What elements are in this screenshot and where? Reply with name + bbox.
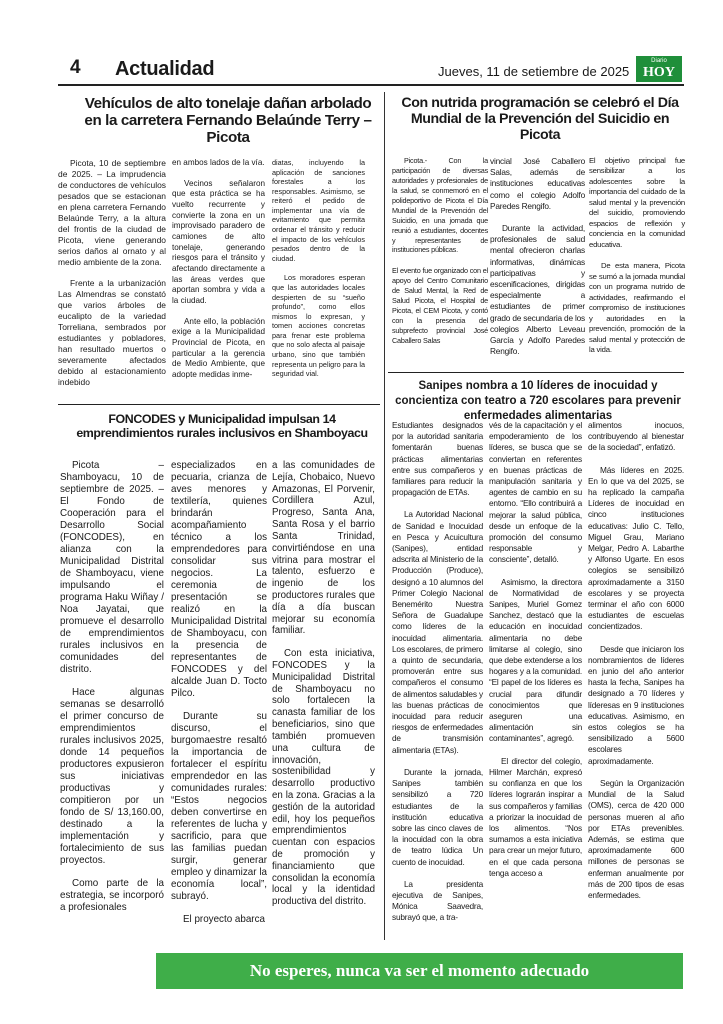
article4-paragraph: Durante la jornada, Sanipes también sensibilizó a 720 estudiantes de la institución educativa sobre las cinco claves de la inocuidad con la obra de teatro lúdica Un cuento de inocuidad. [392, 766, 483, 867]
article4-title: Sanipes nombra a 10 líderes de inocuidad y concientiza con teatro a 720 escolares para prevenir enfermedades alimentarias [395, 380, 681, 422]
article1-paragraph: en ambos lados de la vía. [172, 158, 265, 167]
article2-paragraph: Durante la actividad, profesionales de salud mental ofrecieron charlas informativas, dinámicas participativas y escenificaciones, dirigidas especialmente a estudiantes de primer grado de secundaria de los colegios Alberto Leveau García y Adolfo Paredes Rengifo. [490, 223, 585, 357]
article2-title: Con nutrida programación se celebró el Día Mundial de la Prevención del Suicidio en Picota [401, 95, 679, 144]
footer-banner: No esperes, nunca va ser el momento adecuado [156, 953, 683, 989]
article2-paragraph: vincial José Caballero Salas, además de instituciones educativas como el colegio Adolfo Paredes Rengifo. [490, 156, 585, 211]
article3-paragraph: especializados en pecuaria, crianza de aves menores y textilería, quienes brindarán acompañamiento técnico a los emprendedores para consolidar sus negocios. La ceremonia de presentación se realizó en la Municipalidad Distrital de Shamboyacu, con la presencia de representantes de FONCODES y del alcalde Juan D. Tocto Pilco. [171, 460, 267, 699]
article-divider [58, 404, 380, 405]
article2-paragraph: El evento fue organizado con el apoyo del Centro Comunitario de Salud Mental, la Red de Salud Picota, el Hospital de Picota, el CEM Picota, y contó con la presencia del subprefecto provincial José Caballero Salas [392, 266, 488, 345]
article4-paragraph: Estudiantes designados por la autoridad sanitaria fomentarán buenas prácticas alimentarias entre sus compañeros y familiares para reducir la propagación de ETAs. [392, 420, 483, 498]
article3-column-3 [272, 460, 375, 919]
article4-paragraph: La presidenta ejecutiva de Sanipes, Mónica Saavedra, subrayó que, a tra- [392, 878, 483, 923]
article1-column-2 [172, 158, 265, 390]
article1-title: Vehículos de alto tonelaje dañan arbolado en la carretera Fernando Belaúnde Terry – Picota [84, 95, 372, 147]
newspaper-logo [636, 56, 682, 82]
header-rule [58, 84, 684, 86]
article4-paragraph: alimentos inocuos, contribuyendo al bienestar de la sociedad”, enfatizó. [588, 420, 684, 453]
article1-paragraph: Vecinos señalaron que esta práctica se ha vuelto recurrente y convierte la zona en un improvisado paradero de camiones de alto tonelaje, generando riesgos para el tránsito y afectando directamente a las áreas verdes que aportan sombra y vida a la ciudad. [172, 178, 265, 305]
article1-paragraph: Los moradores esperan que las autoridades locales despierten de su “sueño profundo”, como ellos mismos lo expresan, y tomen acciones concretas para frenar este problema que no solo afecta al paisaje urbano, sino que también representa un peligro para la seguridad vial. [272, 273, 365, 379]
column-divider [384, 372, 385, 940]
article4-column-1 [392, 420, 483, 935]
article1-paragraph: Ante ello, la población exige a la Municipalidad Provincial de Picota, en particular a la gerencia de Medio Ambiente, que adopte medidas inme- [172, 316, 265, 379]
article3-column-1 [60, 460, 164, 925]
article2-column-3 [589, 156, 685, 367]
article1-paragraph: diatas, incluyendo la aplicación de sanciones forestales a los responsables. Asimismo, se reiteró el pedido de implementar una vía de evitamiento que permita ordenar el tránsito y reducir el impacto de los vehículos pesados dentro de la ciudad. [272, 158, 365, 263]
article4-column-2 [489, 420, 582, 890]
article2-paragraph: De esta manera, Picota se sumó a la jornada mundial con un programa nutrido de actividades, reafirmando el compromiso de instituciones y autoridades en la prevención, promoción de la salud mental y protección de la vida. [589, 261, 685, 355]
article4-column-3 [588, 420, 684, 912]
article3-paragraph: a las comunidades de Lejía, Chobaico, Nuevo Amazonas, El Porvenir, Cordillera Azul, Progreso, Santa Ana, Santa Rosa y el barrio Santa Trinidad, convirtiéndose en una vitrina para mostrar el talento, esfuerzo e ingenio de los productores rurales que día a día buscan mejorar su economía familiar. [272, 460, 375, 637]
article3-paragraph: Hace algunas semanas se desarrolló el primer concurso de emprendimientos rurales inclusivos 2025, donde 14 pequeños productores expusieron sus iniciativas productivas y compitieron por un fondo de S/ 13,160.00, destinado a la implementación y fortalecimiento de sus proyectos. [60, 687, 164, 866]
article1-paragraph: Picota, 10 de septiembre de 2025. – La imprudencia de conductores de vehículos pesados que se estacionan en plena carretera Fernando Belaúnde Terry, a la altura del frontis de la ciudad de Picota, viene generando serios daños al ornato y al medio ambiente de la zona. [58, 158, 166, 268]
logo-small-text: Diario [651, 58, 667, 64]
article3-paragraph: Con esta iniciativa, FONCODES y la Municipalidad Distrital de Shamboyacu no solo fortalecen la canasta familiar de los beneficiarios, sino que también promueven una cultura de innovación, sostenibilidad y desarrollo productivo en la zona. Gracias a la gestión de la autoridad edil, hoy los pequeños emprendimientos cuentan con espacios de promoción y financiamiento que consolidan la economía local y la identidad productiva del distrito. [272, 648, 375, 908]
article3-paragraph: Durante su discurso, el burgomaestre resaltó la importancia de fortalecer el espíritu emprendedor en las comunidades rurales: “Estos negocios deben convertirse en referentes de lucha y sacrificio, para que las familias puedan surgir, generar empleo y dinamizar la economía local”, subrayó. [171, 711, 267, 902]
article4-paragraph: Según la Organización Mundial de la Salud (OMS), cerca de 420 000 personas mueren al año por ETAs prevenibles. Además, se estima que aproximadamente 600 millones de personas se enferman anualmente por más de 200 tipos de esas enfermedades. [588, 777, 684, 900]
article3-paragraph: Picota – Shamboyacu, 10 de septiembre de 2025. – El Fondo de Cooperación para el Desarrollo Social (FONCODES), en alianza con la Municipalidad Distrital de Shamboyacu, viene impulsando el programa Haku Wiñay / Noa Jayatai, que promueve el desarrollo de emprendimientos rurales inclusivos en comunidades del distrito. [60, 460, 164, 675]
issue-date: Jueves, 11 de setiembre de 2025 [438, 64, 630, 79]
logo-big-text: HOY [643, 65, 675, 80]
column-divider [384, 92, 385, 402]
article1-column-3 [272, 158, 365, 389]
article4-paragraph: El director del colegio, Hilmer Marchán, expresó su confianza en que los líderes lograrán inspirar a sus compañeros y familias a priorizar la inocuidad de los alimentos. “Nos sumamos a esta iniciativa para crear un mejor futuro, en el que cada persona tenga acceso a [489, 755, 582, 878]
article4-paragraph: La Autoridad Nacional de Sanidad e Inocuidad en Pesca y Acuicultura (Sanipes), entidad adscrita al Ministerio de la Producción (Produce), designó a 10 alumnos del Primer Colegio Nacional Benemérito Nuestra Señora de Guadalupe como líderes de la inocuidad alimentaria. Los escolares, de primero a quinto de secundaria, promoverán entre sus compañeros el consumo de alimentos saludables y las buenas prácticas de inocuidad para reducir riesgos de enfermedades de transmisión alimentaria (ETAs). [392, 509, 483, 755]
article3-title: FONCODES y Municipalidad impulsan 14 emprendimientos rurales inclusivos en Shamboyacu [76, 412, 368, 441]
article4-paragraph: Asimismo, la directora de Normatividad de Sanipes, Muriel Gomez Sanchez, destacó que la educación en inocuidad alimentaria no debe limitarse al colegio, sino que debe extenderse a los hogares y a la comunidad. “El papel de los líderes es crucial para difundir conocimientos que aseguren una alimentación sin contaminantes”, agregó. [489, 576, 582, 744]
article3-paragraph: Como parte de la estrategia, se incorporó a profesionales [60, 878, 164, 913]
article1-paragraph: Frente a la urbanización Las Almendras se constató que varios árboles de eucalipto de la variedad Torreliana, sembrados por estudiantes y pobladores, han resultado muertos o severamente afectados debido al estacionamiento indebido [58, 278, 166, 388]
section-title: Actualidad [115, 58, 215, 80]
article4-paragraph: Más líderes en 2025. En lo que va del 2025, se ha replicado la campaña Líderes de inocuidad en cinco instituciones educativas: Julio C. Tello, Miguel Grau, Mariano Melgar, Pedro A. Labarthe y Alfonso Ugarte. En esos colegios se sensibilizó aproximadamente a 3150 escolares y se proyecta terminar el año con 6000 estudiantes de escuelas concientizados. [588, 464, 684, 632]
article4-paragraph: vés de la capacitación y el empoderamiento de los líderes, se busca que se conviertan en referentes en buenas prácticas de manipulación sanitaria y agentes de cambio en su entorno. “Ello contribuirá a mejorar la salud pública, desde un enfoque de la promoción del consumo responsable y consciente”, detalló. [489, 420, 582, 565]
article4-paragraph: Desde que iniciaron los nombramientos de líderes en junio del año anterior hasta la fecha, Sanipes ha designado a 70 líderes y líderesas en 9 instituciones educativas. Asimismo, en estos colegios se ha sensibilizado a 5600 escolares aproximadamente. [588, 643, 684, 766]
article2-column-1 [392, 156, 488, 357]
page-number: 4 [70, 57, 81, 78]
article2-paragraph: El objetivo principal fue sensibilizar a los adolescentes sobre la importancia del cuidado de la salud mental y la prevención del suicidio, promoviendo espacios de reflexión y conciencia en la comunidad educativa. [589, 156, 685, 249]
article3-paragraph: El proyecto abarca [183, 914, 265, 925]
article2-column-2 [490, 156, 585, 368]
article3-column-2 [171, 460, 267, 937]
article-divider [388, 372, 684, 373]
article1-column-1 [58, 158, 166, 398]
article2-paragraph: Picota.- Con la participación de diversas autoridades y profesionales de la salud, se conmemoró en el polideportivo de Picota el Día Mundial de la Prevención del Suicidio, en una jornada que reunió a estudiantes, docentes y representantes de instituciones públicas. [392, 156, 488, 255]
